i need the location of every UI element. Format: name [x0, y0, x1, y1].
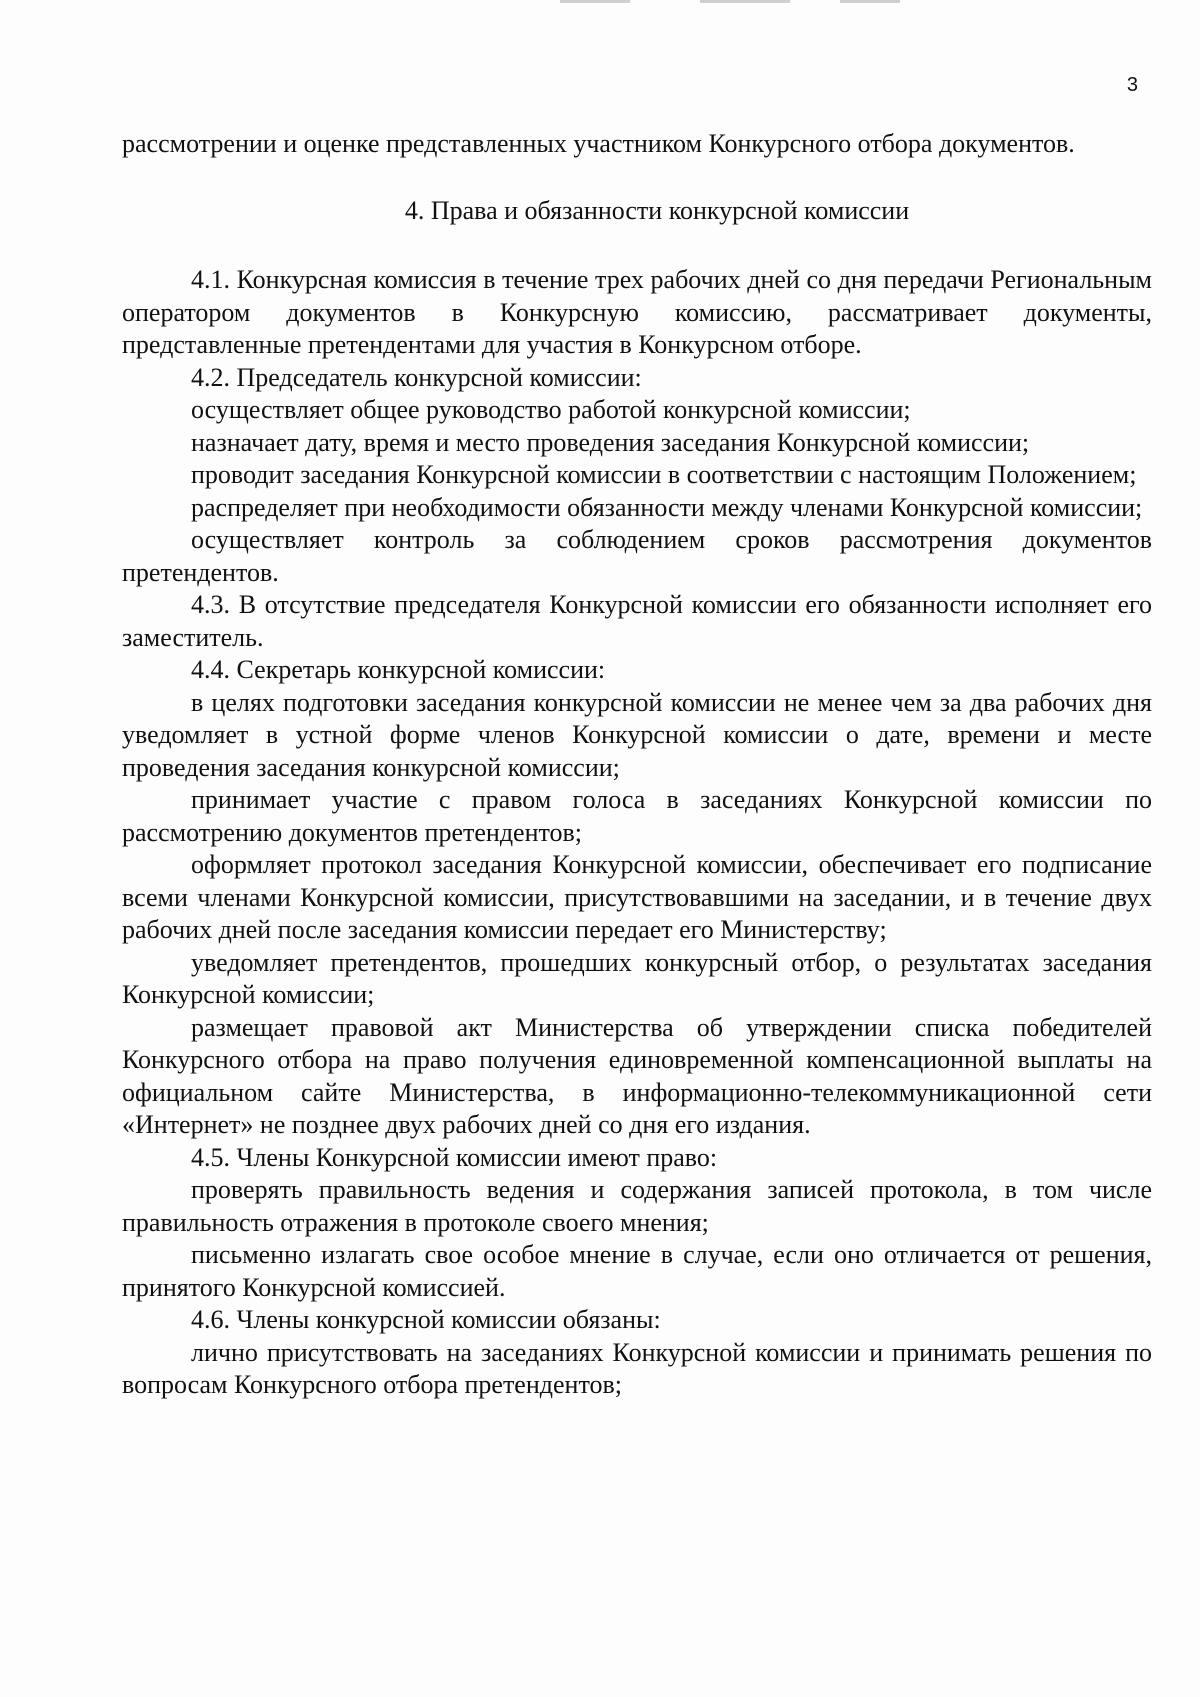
paragraph: проверять правильность ведения и содержания записей протокола, в том числе правильность отражения в протоколе своего мнения;	[122, 1175, 1152, 1237]
paragraph: размещает правовой акт Министерства об утверждении списка победителей Конкурсного отбора на право получения единовременной компенсационной выплаты на официальном сайте Министерства, в информационно-телекоммуникационной сети «Интернет» не позднее двух рабочих дней со дня его издания.	[122, 1012, 1152, 1139]
paragraph: оформляет протокол заседания Конкурсной комиссии, обеспечивает его подписание всеми членами Конкурсной комиссии, присутствовавшими на заседании, и в течение двух рабочих дней после заседания комиссии передает его Министерству;	[122, 850, 1152, 944]
paragraph: рассмотрении и оценке представленных участником Конкурсного отбора документов.	[122, 129, 1075, 158]
paragraph: проводит заседания Конкурсной комиссии в соответствии с настоящим Положением;	[191, 460, 1137, 489]
paragraph: распределяет при необходимости обязанности между членами Конкурсной комиссии;	[191, 492, 1143, 522]
page-number: 3	[1126, 74, 1138, 96]
paragraph: 4.2. Председатель конкурсной комиссии:	[191, 362, 642, 392]
paragraph: письменно излагать свое особое мнение в случае, если оно отличается от решения, принятого Конкурсной комиссией.	[122, 1240, 1152, 1302]
section-heading: 4. Права и обязанности конкурсной комиссии	[404, 195, 910, 225]
paragraph: в целях подготовки заседания конкурсной комиссии не менее чем за два рабочих дня уведомляет в устной форме членов Конкурсной комиссии о дате, времени и месте проведения заседания конкурсной комиссии;	[122, 687, 1152, 782]
paragraph: 4.3. В отсутствие председателя Конкурсной комиссии его обязанности исполняет его заместитель.	[122, 590, 1152, 652]
paragraph: осуществляет контроль за соблюдением сроков рассмотрения документов претендентов.	[122, 525, 1152, 587]
paragraph: уведомляет претендентов, прошедших конкурсный отбор, о результатах заседания Конкурсной комиссии;	[122, 947, 1152, 1009]
paragraph: назначает дату, время и место проведения заседания Конкурсной комиссии;	[191, 427, 1030, 457]
paragraph: лично присутствовать на заседаниях Конкурсной комиссии и принимать решения по вопросам Конкурсного отбора претендентов;	[122, 1337, 1152, 1399]
scan-artifact	[560, 0, 630, 3]
paragraph: 4.5. Члены Конкурсной комиссии имеют право:	[191, 1142, 718, 1172]
paragraph: 4.6. Члены конкурсной комиссии обязаны:	[191, 1305, 661, 1334]
document-body	[122, 128, 1152, 1402]
scan-artifact	[840, 0, 900, 3]
paragraph: осуществляет общее руководство работой конкурсной комиссии;	[191, 395, 911, 424]
paragraph: 4.1. Конкурсная комиссия в течение трех рабочих дней со дня передачи Региональным оператором документов в Конкурсную комиссию, рассматривает документы, представленные претендентами для участия в Конкурсном отборе.	[122, 265, 1152, 359]
paragraph: 4.4. Секретарь конкурсной комиссии:	[191, 655, 606, 684]
scan-artifact	[700, 0, 790, 3]
paragraph: принимает участие с правом голоса в заседаниях Конкурсной комиссии по рассмотрению документов претендентов;	[122, 785, 1152, 847]
